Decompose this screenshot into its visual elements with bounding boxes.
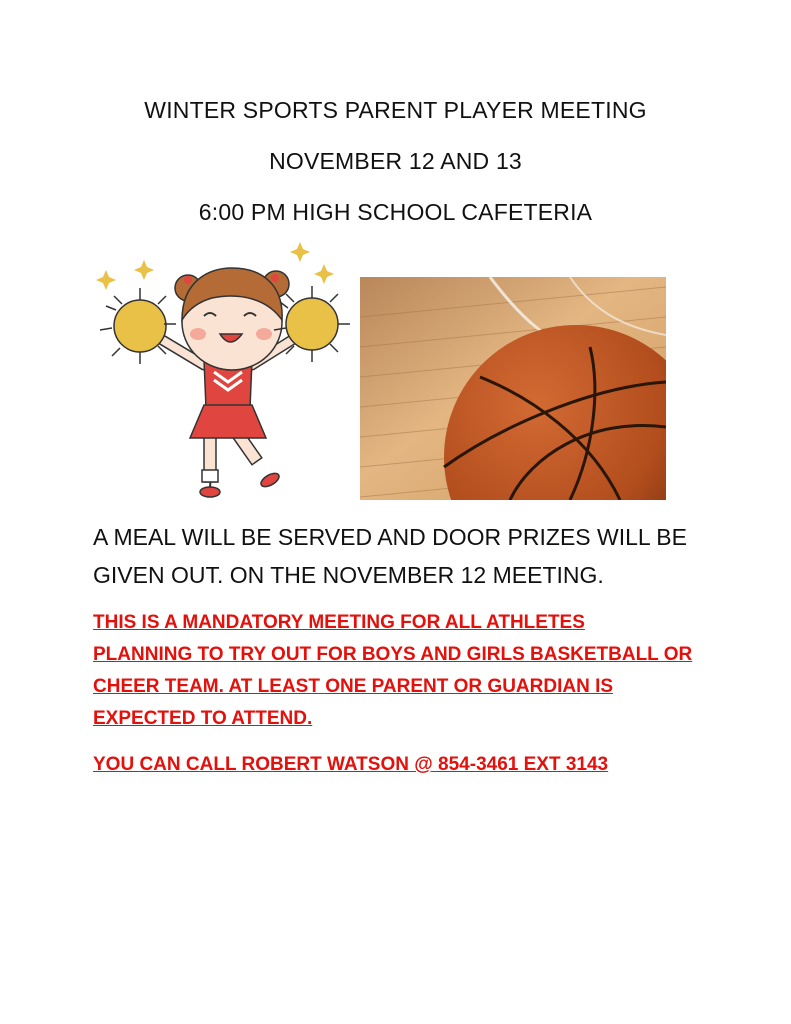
meal-line: GIVEN OUT. ON THE NOVEMBER 12 MEETING.: [93, 562, 604, 588]
notice-line: CHEER TEAM. AT LEAST ONE PARENT OR GUARDIAN IS: [93, 676, 614, 697]
contact-line: YOU CAN CALL ROBERT WATSON @ 854-3461 EXT 3143: [93, 754, 609, 775]
meeting-title: WINTER SPORTS PARENT PLAYER MEETING: [144, 97, 647, 123]
meal-line: A MEAL WILL BE SERVED AND DOOR PRIZES WILL BE: [93, 524, 687, 550]
meal-announcement: [93, 518, 723, 594]
notice-line: PLANNING TO TRY OUT FOR BOYS AND GIRLS BASKETBALL OR: [93, 644, 693, 665]
notice-line: THIS IS A MANDATORY MEETING FOR ALL ATHLETES: [93, 612, 585, 633]
meeting-time-location: 6:00 PM HIGH SCHOOL CAFETERIA: [198, 199, 593, 225]
notice-line: EXPECTED TO ATTEND.: [93, 708, 313, 729]
contact-info: [93, 749, 733, 781]
cheerleader-illustration: [92, 240, 362, 502]
basketball-court-photo: [360, 277, 666, 500]
mandatory-notice: [93, 607, 733, 735]
meeting-dates: NOVEMBER 12 AND 13: [269, 148, 522, 174]
